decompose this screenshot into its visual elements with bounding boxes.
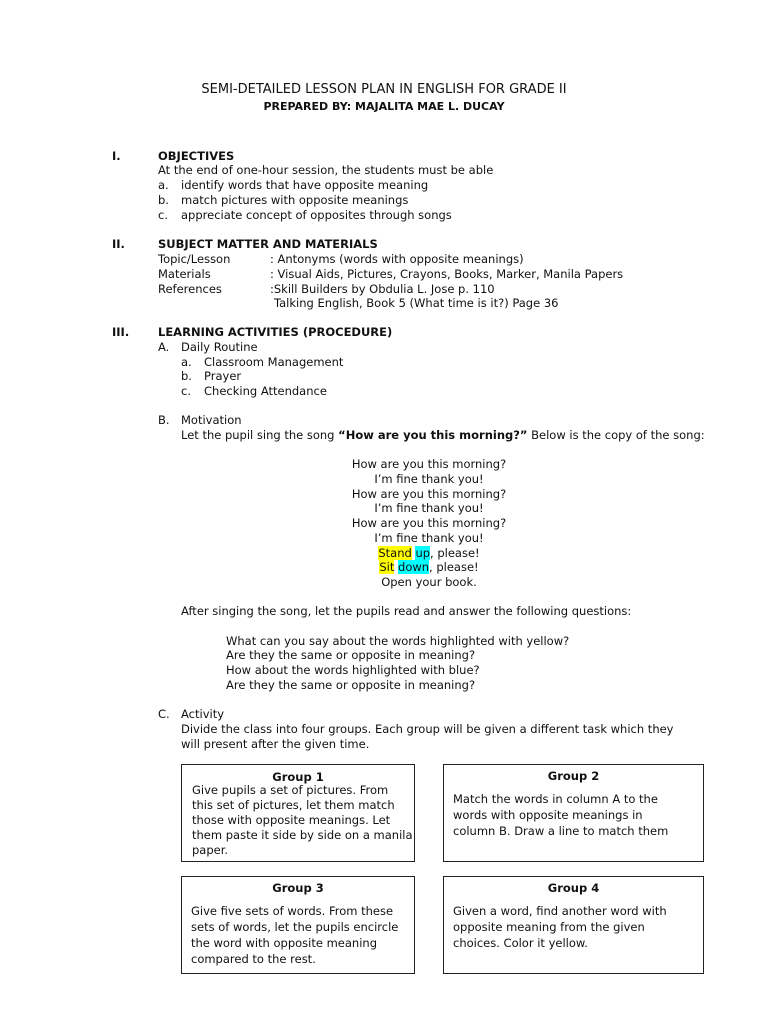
routine-item: Checking Attendance bbox=[204, 384, 327, 398]
routine-marker: a. bbox=[181, 355, 192, 369]
prepared-by: PREPARED BY: MAJALITA MAE L. DUCAY bbox=[263, 100, 505, 113]
group-task-line: this set of pictures, let them match bbox=[192, 798, 395, 812]
objective-item: appreciate concept of opposites through songs bbox=[181, 208, 452, 222]
motivation-intro: Let the pupil sing the song “How are you this morning?” Below is the copy of the song: bbox=[181, 428, 705, 442]
group-task-line: Match the words in column A to the bbox=[453, 792, 658, 806]
group-task-line: paper. bbox=[192, 843, 229, 857]
after-song-instruction: After singing the song, let the pupils read and answer the following questions: bbox=[181, 604, 632, 618]
reference-continuation: Talking English, Book 5 (What time is it?) Page 36 bbox=[274, 296, 559, 310]
group-task-line: words with opposite meanings in bbox=[453, 808, 643, 822]
group-task-line: compared to the rest. bbox=[191, 952, 316, 966]
group-task-line: Give pupils a set of pictures. From bbox=[192, 783, 389, 797]
subsection-marker: C. bbox=[158, 707, 170, 721]
objective-item: identify words that have opposite meaning bbox=[181, 178, 429, 192]
song-line: I’m fine thank you! bbox=[374, 531, 484, 545]
section-numeral-objectives: I. bbox=[112, 149, 121, 163]
subject-value: : Visual Aids, Pictures, Crayons, Books, Marker, Manila Papers bbox=[270, 267, 624, 281]
subsection-title-motivation: Motivation bbox=[181, 413, 242, 427]
section-heading-objectives: OBJECTIVES bbox=[158, 149, 235, 163]
routine-item: Classroom Management bbox=[204, 355, 344, 369]
routine-item: Prayer bbox=[204, 369, 242, 383]
subject-value: : Antonyms (words with opposite meanings) bbox=[270, 252, 524, 266]
group-task-line: them paste it side by side on a manila bbox=[192, 828, 413, 842]
group-task-line: the word with opposite meaning bbox=[191, 936, 377, 950]
activity-text: Divide the class into four groups. Each group will be given a different task which they bbox=[181, 722, 674, 736]
group-task-line: choices. Color it yellow. bbox=[453, 936, 588, 950]
routine-marker: c. bbox=[181, 384, 191, 398]
document-title: SEMI-DETAILED LESSON PLAN IN ENGLISH FOR GRADE II bbox=[201, 82, 567, 97]
highlight-blue: down bbox=[398, 560, 430, 574]
section-heading-activities: LEARNING ACTIVITIES (PROCEDURE) bbox=[158, 325, 393, 339]
section-numeral-subject: II. bbox=[112, 237, 125, 251]
group-task-line: opposite meaning from the given bbox=[453, 920, 645, 934]
song-line: How are you this morning? bbox=[351, 457, 507, 471]
song-line: I’m fine thank you! bbox=[374, 501, 484, 515]
group-title: Group 1 bbox=[272, 770, 324, 784]
group-task-line: those with opposite meanings. Let bbox=[192, 813, 391, 827]
subject-value: :Skill Builders by Obdulia L. Jose p. 110 bbox=[270, 282, 495, 296]
routine-marker: b. bbox=[181, 369, 192, 383]
subsection-title-activity: Activity bbox=[181, 707, 225, 721]
song-line: Open your book. bbox=[381, 575, 477, 589]
group-title: Group 3 bbox=[272, 881, 324, 895]
highlight-yellow: Stand bbox=[378, 546, 412, 560]
objective-marker: b. bbox=[158, 193, 169, 207]
song-line: How are you this morning? bbox=[351, 516, 507, 530]
group-task-line: sets of words, let the pupils encircle bbox=[191, 920, 399, 934]
song-line: I’m fine thank you! bbox=[374, 472, 484, 486]
question: Are they the same or opposite in meaning? bbox=[226, 648, 476, 662]
group-task-line: Given a word, find another word with bbox=[453, 904, 667, 918]
song-line-stand-up: Stand up, please! bbox=[378, 546, 480, 560]
question: How about the words highlighted with blue? bbox=[226, 663, 480, 677]
group-box-2 bbox=[443, 764, 704, 862]
question: Are they the same or opposite in meaning? bbox=[226, 678, 476, 692]
section-heading-subject: SUBJECT MATTER AND MATERIALS bbox=[158, 237, 378, 251]
subsection-marker: B. bbox=[158, 413, 170, 427]
objective-marker: c. bbox=[158, 208, 168, 222]
group-task-line: Give five sets of words. From these bbox=[191, 904, 394, 918]
activity-text: will present after the given time. bbox=[181, 737, 370, 751]
subject-label: References bbox=[158, 282, 222, 296]
group-task-line: column B. Draw a line to match them bbox=[453, 824, 669, 838]
highlight-blue: up bbox=[415, 546, 431, 560]
song-line-sit-down: Sit down, please! bbox=[379, 560, 479, 574]
group-box-1 bbox=[181, 764, 415, 862]
objective-marker: a. bbox=[158, 178, 169, 192]
question: What can you say about the words highlighted with yellow? bbox=[226, 634, 570, 648]
group-box-4 bbox=[443, 876, 704, 974]
subject-label: Topic/Lesson bbox=[158, 252, 231, 266]
section-numeral-activities: III. bbox=[112, 325, 130, 339]
group-title: Group 4 bbox=[547, 881, 600, 895]
subsection-marker: A. bbox=[158, 340, 170, 354]
subsection-title-routine: Daily Routine bbox=[181, 340, 258, 354]
subject-label: Materials bbox=[158, 267, 211, 281]
highlight-yellow: Sit bbox=[379, 560, 395, 574]
objectives-intro: At the end of one-hour session, the students must be able bbox=[158, 163, 494, 177]
group-box-3 bbox=[181, 876, 415, 974]
group-title: Group 2 bbox=[547, 769, 600, 783]
song-line: How are you this morning? bbox=[351, 487, 507, 501]
objective-item: match pictures with opposite meanings bbox=[181, 193, 409, 207]
